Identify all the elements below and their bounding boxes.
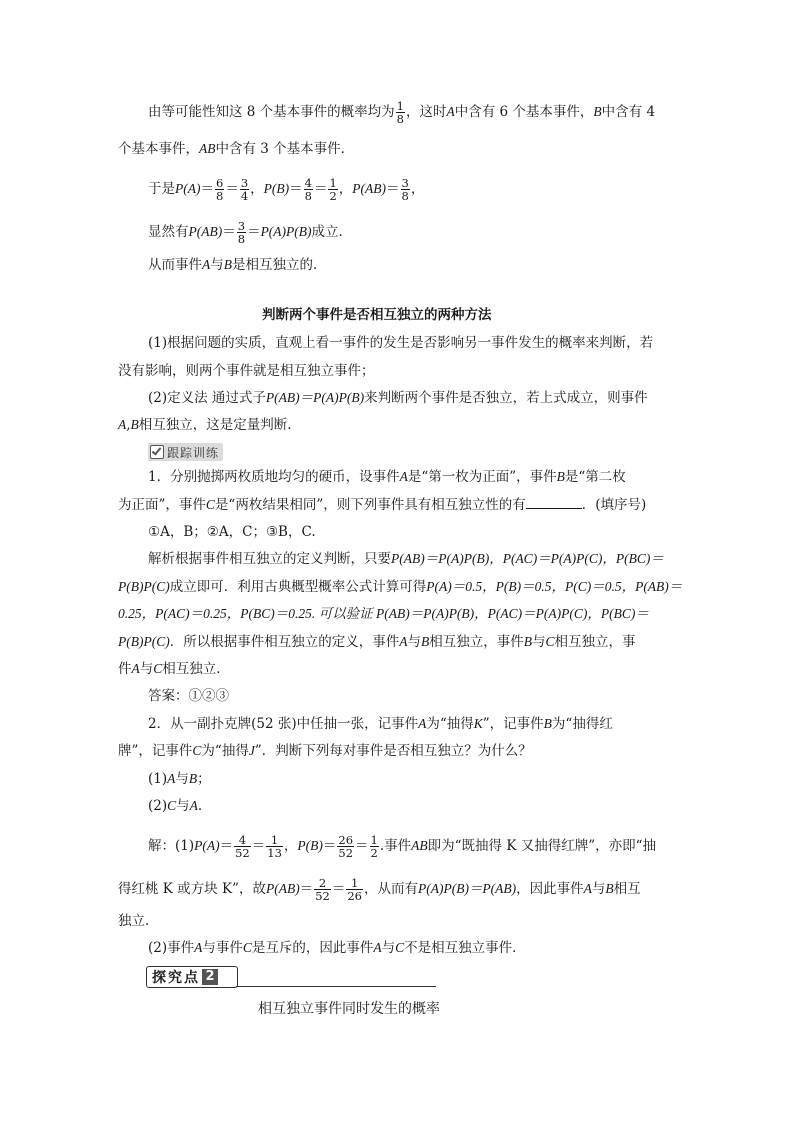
answer-blank[interactable] [526, 496, 582, 509]
q2-part-1: (1)A与B； [148, 771, 211, 787]
q2-solution-line-4: (2)事件A与事件C是互斥的，因此事件A与C不是相互独立事件． [148, 940, 526, 956]
fraction: $\frac{1}{2}$ [329, 176, 337, 203]
q1-solution-line-3: 0.25，P(AC)＝0.25，P(BC)＝0.25. 可以验证 P(AB)＝P(A)P(B)，P(AC)＝P(A)P(C)，P(BC)＝ [118, 606, 649, 621]
method-2-line-1: (2)定义法 通过式子P(AB)＝P(A)P(B)来判断两个事件是否独立，若上式成立，则事件 [148, 390, 648, 406]
explore-point-header [146, 966, 438, 988]
explore-point-number: 2 [202, 969, 218, 985]
explore-point-badge [146, 966, 238, 988]
q1-solution-line-4: P(B)P(C)．所以根据事件相互独立的定义，事件A与B相互独立，事件B与C相互独立，事 [118, 634, 636, 650]
q2-line-1: 2．从一副扑克牌(52 张)中任抽一张，记事件A为“抽得K”，记事件B为“抽得红 [148, 716, 613, 732]
fraction: $\frac{3}{8}$ [237, 219, 246, 246]
pencil-check-icon [150, 445, 164, 459]
fraction: $\frac{3}{4}$ [240, 176, 249, 203]
intro-line-2: 个基本事件，AB中含有 3 个基本事件． [118, 141, 355, 157]
fraction: $\frac{2}{52}$ [315, 876, 330, 903]
explore-subtitle: 相互独立事件同时发生的概率 [258, 1001, 440, 1017]
fraction: $\frac{1}{26}$ [347, 876, 362, 903]
fraction: $\frac{3}{8}$ [401, 176, 409, 203]
fraction: $\frac{6}{8}$ [215, 176, 224, 203]
fraction: $\frac{1}{2}$ [370, 833, 378, 860]
fraction: $\frac{26}{52}$ [338, 833, 354, 860]
practice-tag [148, 443, 223, 461]
q2-part-2: (2)C与A. [148, 798, 203, 814]
explore-point-label: 探究点 [152, 970, 200, 986]
fraction: $\frac{4}{8}$ [304, 176, 312, 203]
q1-solution-line-1: 解析根据事件相互独立的定义判断，只要P(AB)＝P(A)P(B)，P(AC)＝P(A)P(C)，P(BC)＝ [148, 551, 664, 567]
explore-rule-line [236, 986, 436, 987]
practice-tag-label: 跟踪训练 [167, 445, 220, 460]
fraction: $\frac{1}{8}$ [396, 99, 404, 126]
q1-answer: 答案：①②③ [148, 688, 229, 704]
q1-solution-line-5: 件A与C相互独立． [118, 661, 230, 677]
method-2-line-2: A,B相互独立，这是定量判断. [118, 417, 292, 433]
intro-line-3: 于是P(A)＝ $\frac{6}{8}$ ＝ $\frac{3}{4}$ ，P(B)＝ $\frac{4}{8}$ ＝ $\frac{1}{2}$ ，P(AB)＝ $\frac{3}{8}$ ， [148, 176, 425, 203]
methods-title: 判断两个事件是否相互独立的两种方法 [262, 307, 492, 323]
fraction: $\frac{1}{13}$ [267, 833, 282, 860]
method-1-line-1: (1)根据问题的实质，直观上看一事件的发生是否影响另一事件发生的概率来判断，若 [148, 335, 654, 351]
fraction: $\frac{4}{52}$ [235, 833, 250, 860]
q1-solution-line-2: P(B)P(C)成立即可．利用古典概型概率公式计算可得P(A)＝0.5，P(B)＝0.5，P(C)＝0.5，P(AB)＝ [118, 579, 683, 595]
q2-solution-line-2: 得红桃 K 或方块 K”，故P(AB)＝ $\frac{2}{52}$ ＝ $\frac{1}{26}$ ，从而有P(A)P(B)＝P(AB)，因此事件A与B相互 [118, 876, 641, 903]
q2-solution-line-1: 解：(1)P(A)＝ $\frac{4}{52}$ ＝ $\frac{1}{13}$ ，P(B)＝ $\frac{26}{52}$ ＝ $\frac{1}{2}$ .事件AB即为“既抽得 K 又抽得红牌”，亦即“抽 [148, 833, 657, 860]
intro-line-4: 显然有P(AB)＝ $\frac{3}{8}$ ＝P(A)P(B)成立． [148, 219, 353, 246]
method-1-line-2: 没有影响，则两个事件就是相互独立事件； [118, 363, 375, 379]
q1-line-1: 1．分别抛掷两枚质地均匀的硬币，设事件A是“第一枚为正面”，事件B是“第二枚 [148, 469, 626, 485]
q1-options: ①A，B；②A，C；③B，C. [148, 524, 316, 540]
intro-line-1: 由等可能性知这 8 个基本事件的概率均为 $\frac{1}{8}$ ，这时A中含有 6 个基本事件，B中含有 4 [148, 99, 656, 126]
q2-solution-line-3: 独立． [118, 913, 159, 929]
q2-line-2: 牌”，记事件C为“抽得J”．判断下列每对事件是否相互独立？为什么？ [118, 743, 532, 759]
intro-line-5: 从而事件A与B是相互独立的． [148, 257, 327, 273]
q1-line-2: 为正面”，事件C是“两枚结果相同”，则下列事件具有相互独立性的有 ．(填序号) [118, 497, 647, 513]
